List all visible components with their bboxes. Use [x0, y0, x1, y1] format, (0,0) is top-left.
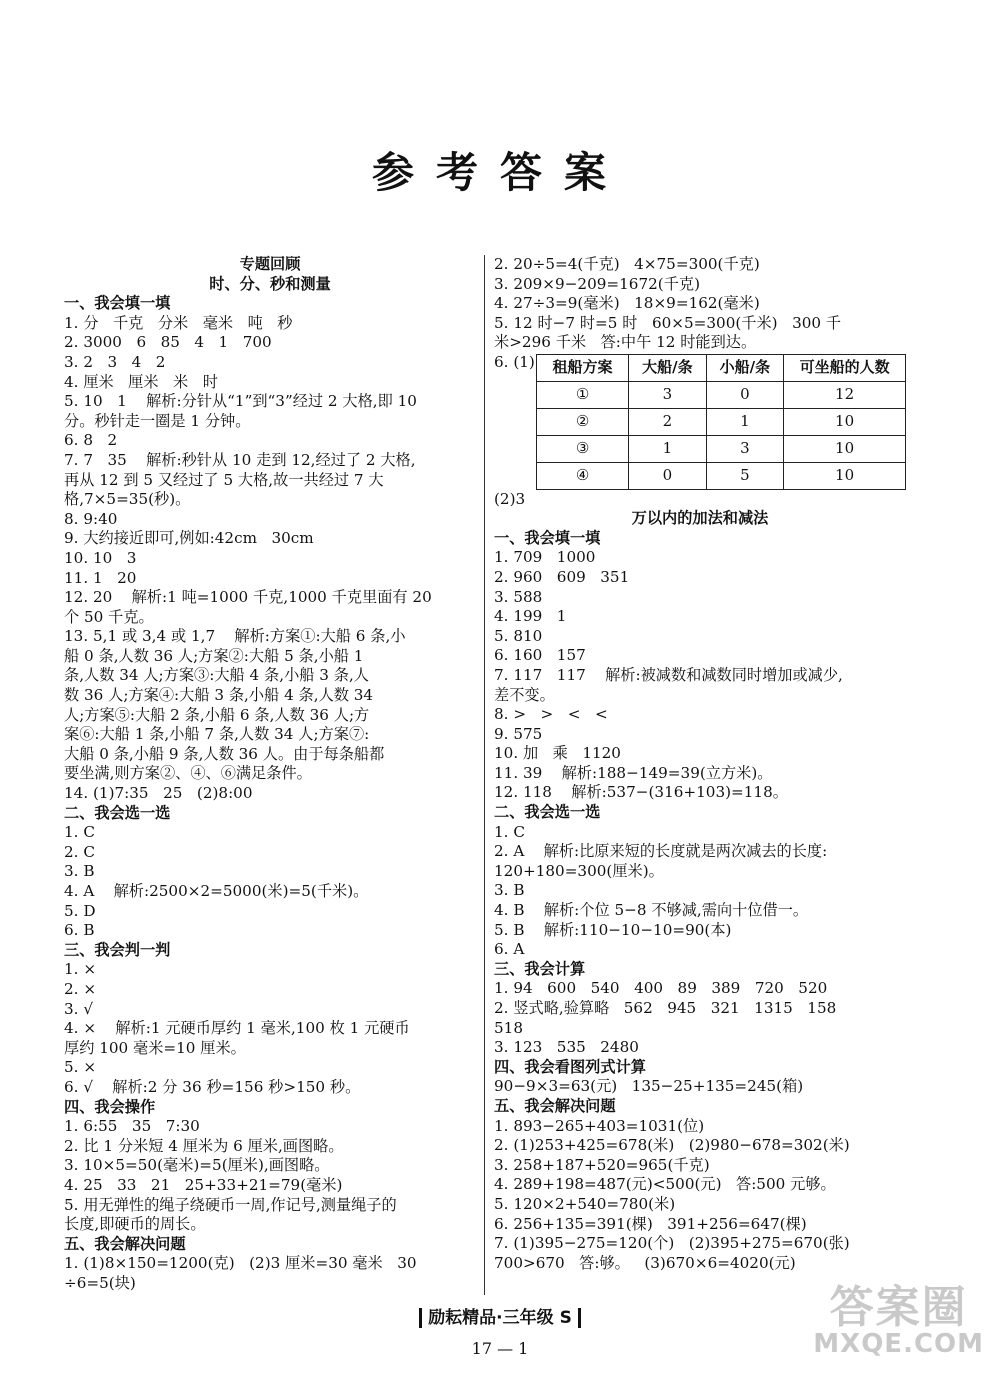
table-cell: 10 — [784, 462, 906, 489]
table-cell: ④ — [537, 462, 629, 489]
answer-line: 4. × 解析:1 元硬币厚约 1 毫米,100 枚 1 元硬币 — [64, 1019, 410, 1038]
answer-line: 3. 2 3 4 2 — [64, 352, 166, 371]
table-cell: 1 — [629, 435, 707, 462]
answer-line: 1. C — [494, 822, 525, 841]
table-cell: 3 — [629, 381, 707, 408]
answer-line: 3. 209×9−209=1672(千克) — [494, 274, 701, 293]
answer-line: 10. 10 3 — [64, 548, 137, 567]
answer-line: 4. 25 33 21 25+33+21=79(毫米) — [64, 1175, 343, 1194]
table-cell: 2 — [629, 408, 707, 435]
table-header-row — [537, 354, 906, 381]
table-header-cell: 小船/条 — [706, 354, 784, 381]
table-header-cell: 租船方案 — [537, 354, 629, 381]
answer-line: 1. 893−265+403=1031(位) — [494, 1116, 705, 1135]
watermark-url: MXQE.COM — [813, 1329, 984, 1359]
footer-label: 励耘精品·三年级 S — [419, 1308, 581, 1328]
answer-line: 2. (1)253+425=678(米) (2)980−678=302(米) — [494, 1136, 850, 1155]
answer-line: 12. 20 解析:1 吨=1000 千克,1000 千克里面有 20 — [64, 588, 432, 607]
answer-line: 5. 810 — [494, 626, 543, 645]
left-column — [64, 255, 476, 1293]
answer-line: 14. (1)7:35 25 (2)8:00 — [64, 784, 253, 803]
answer-line: 13. 5,1 或 3,4 或 1,7 解析:方案①:大船 6 条,小 — [64, 627, 406, 646]
answer-line: 4. 厘米 厘米 米 时 — [64, 372, 218, 391]
answer-line: 再从 12 到 5 又经过了 5 大格,故一共经过 7 大 — [64, 470, 384, 489]
answer-line: 3. B — [494, 881, 525, 900]
table-cell: 10 — [784, 435, 906, 462]
answer-line: 案⑥:大船 1 条,小船 7 条,人数 34 人;方案⑦: — [64, 725, 370, 744]
table-cell: ① — [537, 381, 629, 408]
table-row — [537, 462, 906, 489]
answer-line: 个 50 千克。 — [64, 607, 154, 626]
answer-line: 2. 3000 6 85 4 1 700 — [64, 333, 272, 352]
section-heading: 四、我会操作 — [64, 1097, 156, 1116]
answer-line: 人;方案⑤:大船 2 条,小船 6 条,人数 36 人;方 — [64, 705, 370, 724]
table-cell: 12 — [784, 381, 906, 408]
table-cell: 5 — [706, 462, 784, 489]
answer-line: 3. 588 — [494, 587, 543, 606]
answer-line: 4. 27÷3=9(毫米) 18×9=162(毫米) — [494, 294, 760, 313]
answer-line: 4. B 解析:个位 5−8 不够减,需向十位借一。 — [494, 901, 809, 920]
page-number: 17 — 1 — [471, 1339, 529, 1358]
answer-line: 120+180=300(厘米)。 — [494, 861, 664, 880]
section-heading: 三、我会计算 — [494, 959, 586, 978]
answer-line: 1. 94 600 540 400 89 389 720 520 — [494, 979, 828, 998]
table-cell: 0 — [629, 462, 707, 489]
answer-line: 5. 10 1 解析:分针从“1”到“3”经过 2 大格,即 10 — [64, 392, 417, 411]
answer-line: 1. 709 1000 — [494, 548, 596, 567]
table-cell: ③ — [537, 435, 629, 462]
answer-line: 2. 960 609 351 — [494, 567, 630, 586]
answer-line: 7. (1)395−275=120(个) (2)395+275=670(张) — [494, 1234, 850, 1253]
section-heading: 五、我会解决问题 — [494, 1096, 616, 1115]
table-cell: 1 — [706, 408, 784, 435]
answer-line: 5. 用无弹性的绳子绕硬币一周,作记号,测量绳子的 — [64, 1195, 397, 1214]
table-cell: 10 — [784, 408, 906, 435]
answer-line: 条,人数 34 人;方案③:大船 4 条,小船 3 条,人 — [64, 666, 369, 685]
boat-rental-table — [536, 354, 906, 490]
answer-line: 9. 575 — [494, 724, 543, 743]
answer-line: (2)3 — [494, 489, 526, 508]
right-column — [494, 255, 906, 1273]
answer-line: 11. 1 20 — [64, 568, 137, 587]
answer-line: 厚约 100 毫米=10 厘米。 — [64, 1038, 246, 1057]
answer-line: 1. 分 千克 分米 毫米 吨 秒 — [64, 313, 293, 332]
answer-line: 8. > > < < — [494, 705, 608, 724]
answer-line: 2. × — [64, 979, 97, 998]
watermark — [813, 1271, 984, 1359]
table-row — [537, 408, 906, 435]
answer-line: 6. (1) — [494, 352, 535, 371]
answer-line: 格,7×5=35(秒)。 — [64, 490, 191, 509]
answer-line: 6. 256+135=391(棵) 391+256=647(棵) — [494, 1214, 807, 1233]
answer-line: 3. B — [64, 862, 95, 881]
answer-line: 差不变。 — [494, 685, 555, 704]
section-heading: 二、我会选一选 — [494, 803, 601, 822]
answer-line: 船 0 条,人数 36 人;方案②:大船 5 条,小船 1 — [64, 646, 364, 665]
section-heading: 五、我会解决问题 — [64, 1234, 186, 1253]
answer-line: 3. 123 535 2480 — [494, 1038, 639, 1057]
answer-line: 6. A — [494, 940, 525, 959]
column-divider — [484, 255, 485, 1295]
table-cell: ② — [537, 408, 629, 435]
right-column-bottom — [494, 490, 906, 1274]
answer-line: 2. C — [64, 842, 95, 861]
table-row — [537, 381, 906, 408]
answer-line: 2. 比 1 分米短 4 厘米为 6 厘米,画图略。 — [64, 1136, 344, 1155]
answer-line: 4. A 解析:2500×2=5000(米)=5(千米)。 — [64, 882, 369, 900]
table-row — [537, 435, 906, 462]
answer-line: 1. C — [64, 823, 95, 842]
answer-line: 2. 竖式略,验算略 562 945 321 1315 158 — [494, 999, 837, 1017]
answer-line: 8. 9:40 — [64, 509, 118, 528]
answer-line: 2. 20÷5=4(千克) 4×75=300(千克) — [494, 255, 760, 273]
answer-line: 5. B 解析:110−10−10=90(本) — [494, 920, 732, 939]
section-heading: 四、我会看图列式计算 — [494, 1057, 646, 1076]
page-title: 参考答案 — [371, 148, 628, 197]
answer-line: ÷6=5(块) — [64, 1273, 136, 1292]
answer-line: 1. (1)8×150=1200(克) (2)3 厘米=30 毫米 30 — [64, 1254, 417, 1273]
answer-line: 3. 10×5=50(毫米)=5(厘米),画图略。 — [64, 1156, 330, 1175]
answer-line: 5. 120×2+540=780(米) — [494, 1194, 676, 1213]
answer-line: 米>296 千米 答:中午 12 时能到达。 — [494, 333, 757, 352]
answer-line: 3. 258+187+520=965(千克) — [494, 1155, 710, 1174]
answer-line: 6. B — [64, 921, 95, 940]
answer-line: 9. 大约接近即可,例如:42cm 30cm — [64, 529, 314, 548]
answer-line: 数 36 人;方案④:大船 3 条,小船 4 条,人数 34 — [64, 686, 374, 705]
answer-line: 12. 118 解析:537−(316+103)=118。 — [494, 783, 788, 802]
answer-line: 长度,即硬币的周长。 — [64, 1215, 206, 1234]
answer-line: 5. D — [64, 901, 96, 920]
answer-line: 要坐满,则方案②、④、⑥满足条件。 — [64, 764, 312, 783]
answer-line: 7. 117 117 解析:被减数和减数同时增加或减少, — [494, 665, 843, 684]
answer-line: 10. 加 乘 1120 — [494, 744, 621, 763]
table-header-cell: 可坐船的人数 — [784, 354, 906, 381]
answer-line: 3. √ — [64, 999, 93, 1018]
table-header-cell: 大船/条 — [629, 354, 707, 381]
answer-line: 5. × — [64, 1058, 97, 1077]
answer-line: 7. 7 35 解析:秒针从 10 走到 12,经过了 2 大格, — [64, 450, 416, 469]
table-cell: 0 — [706, 381, 784, 408]
topic-heading: 专题回顾 — [239, 255, 301, 273]
answer-line: 2. A 解析:比原来短的长度就是两次减去的长度: — [494, 842, 828, 861]
answer-line: 90−9×3=63(元) 135−25+135=245(箱) — [494, 1077, 804, 1096]
answer-line: 6. 8 2 — [64, 431, 118, 450]
answer-line: 700>670 答:够。 (3)670×6=4020(元) — [494, 1253, 796, 1272]
answer-line: 6. √ 解析:2 分 36 秒=156 秒>150 秒。 — [64, 1077, 361, 1096]
answer-line: 1. 6:55 35 7:30 — [64, 1117, 200, 1136]
topic-heading: 万以内的加法和减法 — [631, 509, 769, 528]
answer-line: 大船 0 条,小船 9 条,人数 36 人。由于每条船都 — [64, 744, 385, 763]
topic-heading: 时、分、秒和测量 — [209, 274, 331, 293]
answer-line: 分。秒针走一圈是 1 分钟。 — [64, 411, 251, 430]
answer-line: 6. 160 157 — [494, 646, 586, 665]
answer-line: 1. × — [64, 960, 97, 979]
answer-line: 518 — [494, 1018, 523, 1037]
section-heading: 一、我会填一填 — [494, 528, 601, 547]
watermark-logo: 答案圈 — [829, 1282, 968, 1333]
answer-line: 4. 199 1 — [494, 607, 567, 626]
answer-line: 5. 12 时−7 时=5 时 60×5=300(千米) 300 千 — [494, 313, 842, 332]
section-heading: 二、我会选一选 — [64, 803, 171, 822]
section-heading: 三、我会判一判 — [64, 940, 171, 959]
table-cell: 3 — [706, 435, 784, 462]
section-heading: 一、我会填一填 — [64, 294, 171, 313]
answer-line: 11. 39 解析:188−149=39(立方米)。 — [494, 763, 773, 782]
answer-line: 4. 289+198=487(元)<500(元) 答:500 元够。 — [494, 1175, 836, 1194]
